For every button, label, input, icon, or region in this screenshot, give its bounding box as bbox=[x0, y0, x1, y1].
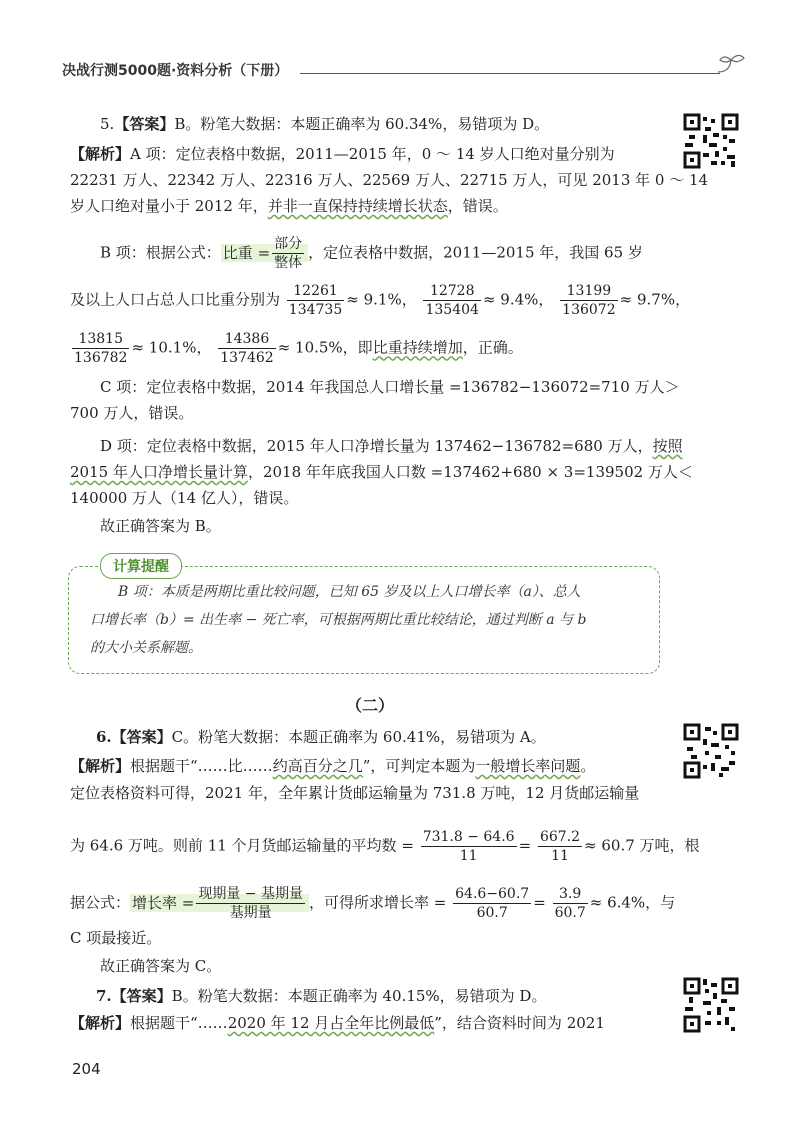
q5-answer: 5.【答案】B。粉笔大数据：本题正确率为 60.34%，易错项为 D。 bbox=[100, 115, 550, 133]
q6-answer: 6.【答案】C。粉笔大数据：本题正确率为 60.41%，易错项为 A。 bbox=[96, 728, 546, 746]
fraction: $\frac{667.2}{11}$ bbox=[539, 829, 581, 864]
q7-answer: 7.【答案】B。粉笔大数据：本题正确率为 40.15%，易错项为 D。 bbox=[96, 987, 547, 1005]
q6-analysis-line3: 为 64.6 万吨。则前 11 个月货邮运输量的平均数 = $\frac{731.8 - 64.6}{11}$ = $\frac{667.2}{11}$ ≈ 60.7 万吨，根 bbox=[70, 829, 700, 864]
q6-analysis-line4: 据公式： 增长率 = $\frac{\text{现期量 − 基期量}}{\text{基期量}}$ ，可得所求增长率 = $\frac{64.6-60.7}{60.7}$ = $\frac{3.9}{60.7}$ ≈ 6.4%，与 bbox=[70, 886, 676, 921]
calculation-tip-label: 计算提醒 bbox=[100, 553, 182, 579]
q5-analysis-b-line2: 及以上人口占总人口比重分别为 $\frac{12261}{134735}$ ≈ 9.1%， $\frac{12728}{135404}$ ≈ 9.4%， $\frac{13199}{136072}$ ≈ 9.7%， bbox=[70, 283, 691, 318]
leaf-icon bbox=[716, 52, 746, 78]
page-number: 204 bbox=[72, 1060, 101, 1078]
fraction: $\frac{13199}{136072}$ bbox=[562, 283, 616, 318]
q5-analysis-d-line3: 140000 万人（14 亿人），错误。 bbox=[70, 489, 299, 507]
tip-line1: B 项：本质是两期比重比较问题，已知 65 岁及以上人口增长率（a）、总人 bbox=[118, 584, 581, 600]
q6-analysis-line5: C 项最接近。 bbox=[70, 929, 162, 947]
q7-analysis-line1: 【解析】根据题干“……2020 年 12 月占全年比例最低”，结合资料时间为 2021 bbox=[70, 1014, 605, 1032]
header-rule bbox=[300, 73, 720, 74]
q6-final-answer: 故正确答案为 C。 bbox=[100, 957, 222, 975]
q5-analysis-d-line1: D 项：定位表格中数据，2015 年人口净增长量为 137462−136782=680 万人，按照 bbox=[100, 437, 683, 455]
q5-analysis-b-line1: B 项：根据公式： 比重 = $\frac{\text{部分}}{\text{整体}}$ ，定位表格中数据，2011—2015 年，我国 65 岁 bbox=[100, 236, 643, 271]
q6-analysis-line1: 【解析】根据题干“……比……约高百分之几”，可判定本题为一般增长率问题。 bbox=[70, 757, 596, 775]
fraction: $\frac{14386}{137462}$ bbox=[220, 331, 274, 366]
proportion-formula: 比重 = $\frac{\text{部分}}{\text{整体}}$ bbox=[221, 244, 308, 262]
qr-code-icon bbox=[683, 977, 739, 1033]
fraction: $\frac{13815}{136782}$ bbox=[74, 331, 128, 366]
q5-analysis-a-line2: 22231 万人、22342 万人、22316 万人、22569 万人、22715 万人，可见 2013 年 0 ～ 14 bbox=[70, 171, 709, 189]
fraction: $\frac{3.9}{60.7}$ bbox=[554, 886, 586, 921]
q5-final-answer: 故正确答案为 B。 bbox=[100, 517, 221, 535]
qr-code-icon bbox=[683, 723, 739, 779]
q6-analysis-line2: 定位表格资料可得，2021 年，全年累计货邮运输量为 731.8 万吨，12 月货邮运输量 bbox=[70, 784, 640, 802]
q5-analysis-c-line2: 700 万人，错误。 bbox=[70, 404, 194, 422]
fraction: $\frac{64.6-60.7}{60.7}$ bbox=[455, 886, 530, 921]
fraction: $\frac{731.8 - 64.6}{11}$ bbox=[422, 829, 515, 864]
q5-analysis-d-line2: 2015 年人口净增长量计算，2018 年年底我国人口数 =137462+680 × 3=139502 万人＜ bbox=[70, 463, 693, 481]
q5-analysis-a-line3: 岁人口绝对量小于 2012 年，并非一直保持持续增长状态，错误。 bbox=[70, 197, 508, 215]
tip-line2: 口增长率（b）= 出生率 − 死亡率，可根据两期比重比较结论，通过判断 a 与 b bbox=[90, 612, 587, 628]
q5-analysis-a-line1: 【解析】A 项：定位表格中数据，2011—2015 年，0 ～ 14 岁人口绝对量分别为 bbox=[70, 145, 615, 163]
q5-analysis-c-line1: C 项：定位表格中数据，2014 年我国总人口增长量 =136782−136072=710 万人＞ bbox=[100, 378, 680, 396]
section-title: （二） bbox=[345, 696, 394, 715]
growth-rate-formula: 增长率 = $\frac{\text{现期量 − 基期量}}{\text{基期量}}$ bbox=[130, 894, 309, 912]
page-header-title: 决战行测5000题·资料分析（下册） bbox=[62, 63, 289, 79]
qr-code-icon bbox=[683, 113, 739, 169]
q5-analysis-b-line3: $\frac{13815}{136782}$ ≈ 10.1%， $\frac{14386}{137462}$ ≈ 10.5%，即比重持续增加，正确。 bbox=[74, 331, 523, 366]
fraction: $\frac{12261}{134735}$ bbox=[288, 283, 343, 318]
fraction: $\frac{12728}{135404}$ bbox=[425, 283, 479, 318]
tip-line3: 的大小关系解题。 bbox=[90, 640, 202, 656]
